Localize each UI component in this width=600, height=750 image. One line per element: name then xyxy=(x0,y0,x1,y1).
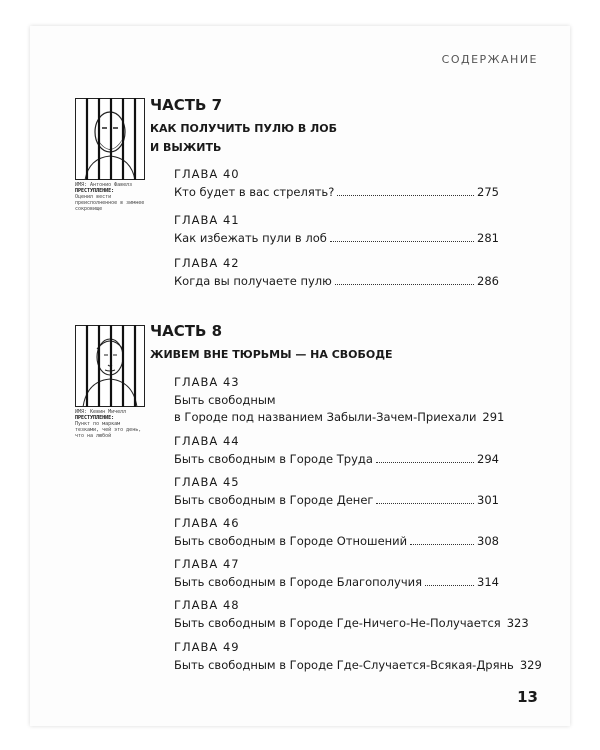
part-subtitle: ЖИВЕМ ВНЕ ТЮРЬМЫ — НА СВОБОДЕ xyxy=(150,348,393,361)
toc-entry-chapter-46[interactable]: ГЛАВА 46 Быть свободным в Городе Отношений 308 xyxy=(174,516,499,548)
toc-entry-chapter-47[interactable]: ГЛАВА 47 Быть свободным в Городе Благополучия 314 xyxy=(174,557,499,589)
toc-entry-chapter-45[interactable]: ГЛАВА 45 Быть свободным в Городе Денег 301 xyxy=(174,475,499,507)
page-ref: 281 xyxy=(477,231,499,245)
running-head: СОДЕРЖАНИЕ xyxy=(441,53,538,66)
page-ref: 323 xyxy=(506,616,529,630)
part-8-heading xyxy=(150,322,393,364)
portrait-part-7 xyxy=(75,98,145,212)
toc-entry-chapter-41[interactable]: ГЛАВА 41 Как избежать пули в лоб 281 xyxy=(174,213,499,245)
page-ref: 301 xyxy=(477,493,499,507)
toc-entry-chapter-40[interactable]: ГЛАВА 40 Кто будет в вас стрелять? 275 xyxy=(174,167,499,199)
prisoner-portrait-icon xyxy=(75,325,145,407)
portrait-part-8 xyxy=(75,325,145,439)
prisoner-portrait-icon xyxy=(75,98,145,180)
toc-entry-chapter-44[interactable]: ГЛАВА 44 Быть свободным в Городе Труда 294 xyxy=(174,434,499,466)
page-ref: 286 xyxy=(477,274,499,288)
portrait-caption: ИМЯ: Кевин Мичелл ПРЕСТУПЛЕНИЕ: Пункт по маркам тезками, чей это день, что на любой xyxy=(75,409,142,439)
portrait-caption: ИМЯ: Антонио Фавелз ПРЕСТУПЛЕНИЕ: Оценил вести преисполненное в зимнее сокровище xyxy=(75,182,145,212)
toc-entry-chapter-48[interactable]: ГЛАВА 48 Быть свободным в Городе Где-Ничего-Не-Получается 323 xyxy=(174,598,529,630)
page-ref: 314 xyxy=(477,575,499,589)
page-ref: 329 xyxy=(519,658,542,672)
page-number: 13 xyxy=(517,688,538,706)
part-title: ЧАСТЬ 7 xyxy=(150,96,223,114)
page-ref: 308 xyxy=(477,534,499,548)
part-subtitle: КАК ПОЛУЧИТЬ ПУЛЮ В ЛОБ И ВЫЖИТЬ xyxy=(150,122,337,154)
page-ref: 294 xyxy=(477,452,499,466)
toc-entry-chapter-49[interactable]: ГЛАВА 49 Быть свободным в Городе Где-Случается-Всякая-Дрянь 329 xyxy=(174,640,542,672)
part-7-heading xyxy=(150,96,337,157)
toc-entry-chapter-43[interactable]: ГЛАВА 43 Быть свободным в Городе под названием Забыли-Зачем-Приехали 291 xyxy=(174,375,505,424)
page-ref: 275 xyxy=(477,185,499,199)
part-title: ЧАСТЬ 8 xyxy=(150,322,223,340)
page-ref: 291 xyxy=(482,410,505,424)
toc-entry-chapter-42[interactable]: ГЛАВА 42 Когда вы получаете пулю 286 xyxy=(174,256,499,288)
